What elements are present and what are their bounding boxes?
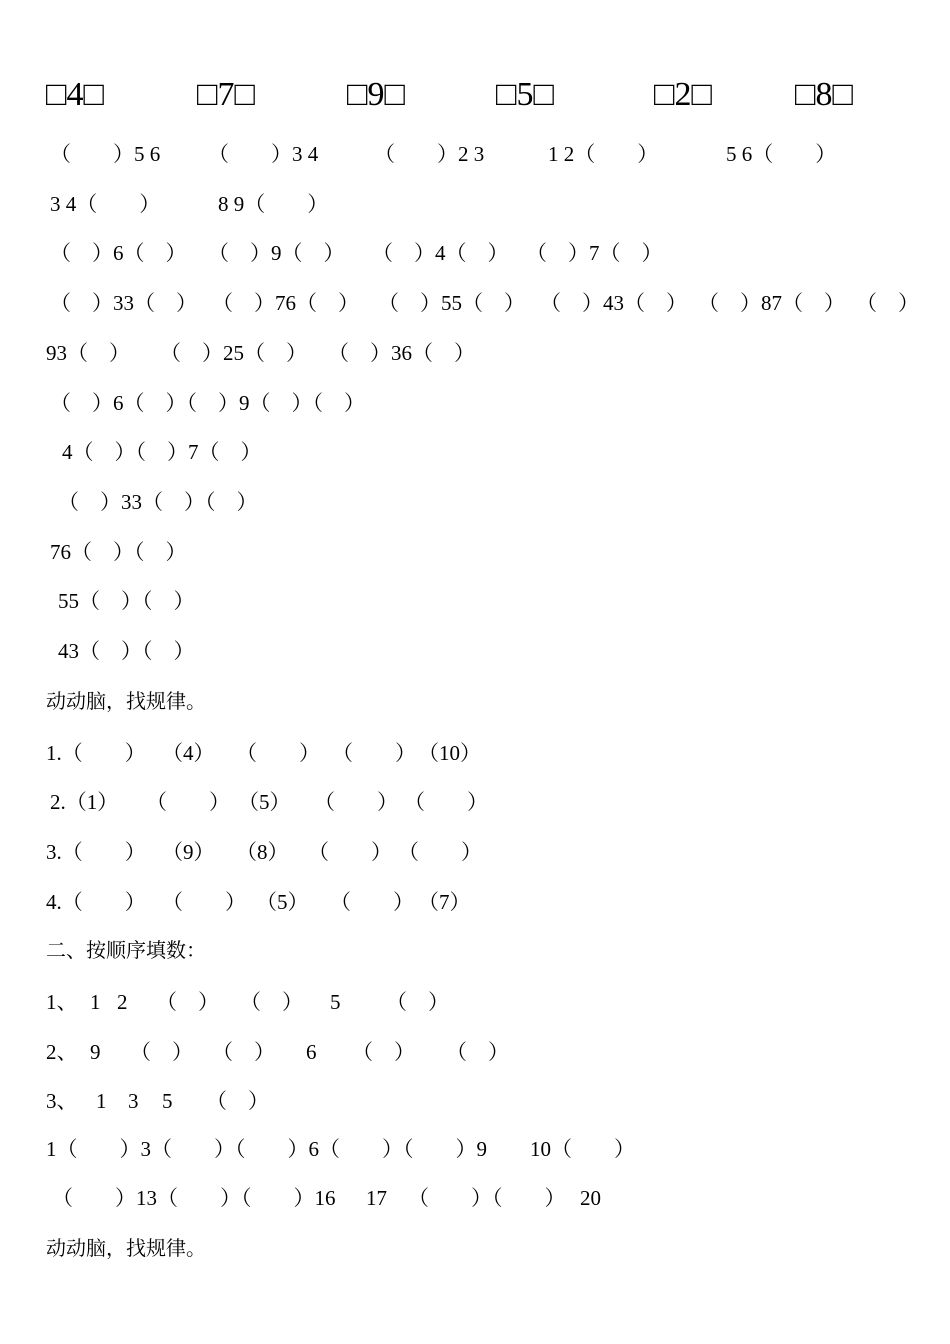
exercise-item: （ ）6（ ）（ ）9（ ）（ ）	[50, 391, 365, 415]
pattern-item: （5）	[238, 790, 291, 814]
order-item: 3	[128, 1089, 139, 1113]
exercise-item: （ ）5 6	[50, 142, 161, 166]
exercise-row-1	[0, 134, 950, 174]
section-heading-1	[0, 682, 950, 722]
pattern-item: （4）	[162, 741, 215, 765]
order-item: 2	[117, 990, 128, 1014]
order-row-1	[0, 982, 950, 1022]
boxed-digit: □9□	[347, 76, 406, 113]
exercise-row-3	[0, 233, 950, 273]
order-row-3	[0, 1081, 950, 1121]
pattern-item: 2.（1）	[50, 790, 119, 814]
pattern-item: （ ）	[398, 840, 482, 864]
exercise-row-7	[0, 432, 950, 472]
exercise-item: 8 9（ ）	[218, 192, 329, 216]
section-heading: 动动脑，找规律。	[46, 691, 206, 713]
sequence-item: （ ）（ ）	[408, 1186, 566, 1210]
pattern-row-4	[0, 882, 950, 922]
pattern-item: 1.（ ）	[46, 741, 146, 765]
exercise-item: 55（ ）（ ）	[58, 589, 195, 613]
exercise-item: （ ）87（ ）	[698, 291, 845, 315]
pattern-item: （5）	[256, 890, 309, 914]
pattern-item: 3.（ ）	[46, 840, 146, 864]
exercise-item: （ ）76（ ）	[212, 291, 359, 315]
boxed-digit: □8□	[795, 76, 854, 113]
order-item: （ ）	[212, 1040, 275, 1064]
pattern-item: （ ）	[308, 840, 392, 864]
exercise-item: （ ）3 4	[208, 142, 319, 166]
sequence-item: （ ）13（ ）（ ）16	[52, 1186, 336, 1210]
section-heading: 动动脑，找规律。	[46, 1238, 206, 1260]
order-item: （ ）	[446, 1040, 509, 1064]
section-heading-2	[0, 931, 950, 971]
sequence-item: 10（ ）	[530, 1137, 635, 1161]
order-item: （ ）	[130, 1040, 193, 1064]
exercise-item: （ ）7（ ）	[526, 241, 663, 265]
order-item: 6	[306, 1040, 317, 1064]
order-row-2	[0, 1032, 950, 1072]
order-item: （ ）	[156, 990, 219, 1014]
exercise-item: （ ）25（ ）	[160, 341, 307, 365]
order-item: （ ）	[240, 990, 303, 1014]
order-item: 2、	[46, 1040, 78, 1064]
order-item: 1、	[46, 990, 78, 1014]
exercise-item: 3 4（ ）	[50, 192, 161, 216]
exercise-row-10	[0, 581, 950, 621]
exercise-item: （ ）55（ ）	[378, 291, 525, 315]
pattern-row-3	[0, 832, 950, 872]
pattern-item: （ ）	[146, 790, 230, 814]
exercise-item: （ ）2 3	[374, 142, 485, 166]
order-item: （ ）	[206, 1089, 269, 1113]
order-item: 5	[162, 1089, 173, 1113]
pattern-item: （ ）	[162, 890, 246, 914]
order-item: 9	[90, 1040, 101, 1064]
exercise-row-11	[0, 631, 950, 671]
exercise-item: 93（ ）	[46, 341, 130, 365]
order-item: 5	[330, 990, 341, 1014]
sequence-item: 1（ ）3（ ）（ ）6（ ）（ ）9	[46, 1137, 487, 1161]
exercise-item: （ ）4（ ）	[372, 241, 509, 265]
exercise-row-5	[0, 333, 950, 373]
order-item: （ ）	[352, 1040, 415, 1064]
order-item: 3、	[46, 1089, 78, 1113]
section-heading: 二、按顺序填数：	[46, 940, 206, 962]
sequence-row-1	[0, 1129, 950, 1169]
exercise-item: （ ）9（ ）	[208, 241, 345, 265]
pattern-item: （7）	[418, 890, 471, 914]
order-item: 1	[96, 1089, 107, 1113]
pattern-item: （ ）	[236, 741, 320, 765]
exercise-item: （ ）33（ ）	[50, 291, 197, 315]
section-heading-3	[0, 1229, 950, 1269]
pattern-row-1	[0, 733, 950, 773]
pattern-item: （10）	[418, 741, 481, 765]
boxed-digits-row	[0, 70, 950, 113]
exercise-item: （ ）43（ ）	[540, 291, 687, 315]
pattern-item: 4.（ ）	[46, 890, 146, 914]
pattern-row-2	[0, 782, 950, 822]
sequence-item: 17	[366, 1186, 387, 1210]
exercise-row-2	[0, 184, 950, 224]
order-item: 1	[90, 990, 101, 1014]
pattern-item: （ ）	[330, 890, 414, 914]
pattern-item: （ ）	[332, 741, 416, 765]
exercise-row-4	[0, 283, 950, 323]
pattern-item: （9）	[162, 840, 215, 864]
boxed-digit: □7□	[197, 76, 256, 113]
exercise-item: （ ）33（ ）（ ）	[58, 490, 258, 514]
sequence-item: 20	[580, 1186, 601, 1210]
pattern-item: （ ）	[314, 790, 398, 814]
exercise-item: 1 2（ ）	[548, 142, 659, 166]
exercise-row-9	[0, 532, 950, 572]
exercise-item: 76（ ）（ ）	[50, 540, 187, 564]
exercise-item: （ ）6（ ）	[50, 241, 187, 265]
exercise-item: （ ）36（ ）	[328, 341, 475, 365]
pattern-item: （ ）	[404, 790, 488, 814]
boxed-digit: □2□	[654, 76, 713, 113]
sequence-row-2	[0, 1178, 950, 1218]
exercise-item: 4（ ）（ ）7（ ）	[62, 440, 262, 464]
exercise-row-6	[0, 383, 950, 423]
pattern-item: （8）	[236, 840, 289, 864]
exercise-item: （ ）	[856, 291, 919, 315]
boxed-digit: □5□	[496, 76, 555, 113]
exercise-item: 43（ ）（ ）	[58, 639, 195, 663]
exercise-item: 5 6（ ）	[726, 142, 837, 166]
boxed-digit: □4□	[46, 76, 105, 113]
order-item: （ ）	[386, 990, 449, 1014]
exercise-row-8	[0, 482, 950, 522]
